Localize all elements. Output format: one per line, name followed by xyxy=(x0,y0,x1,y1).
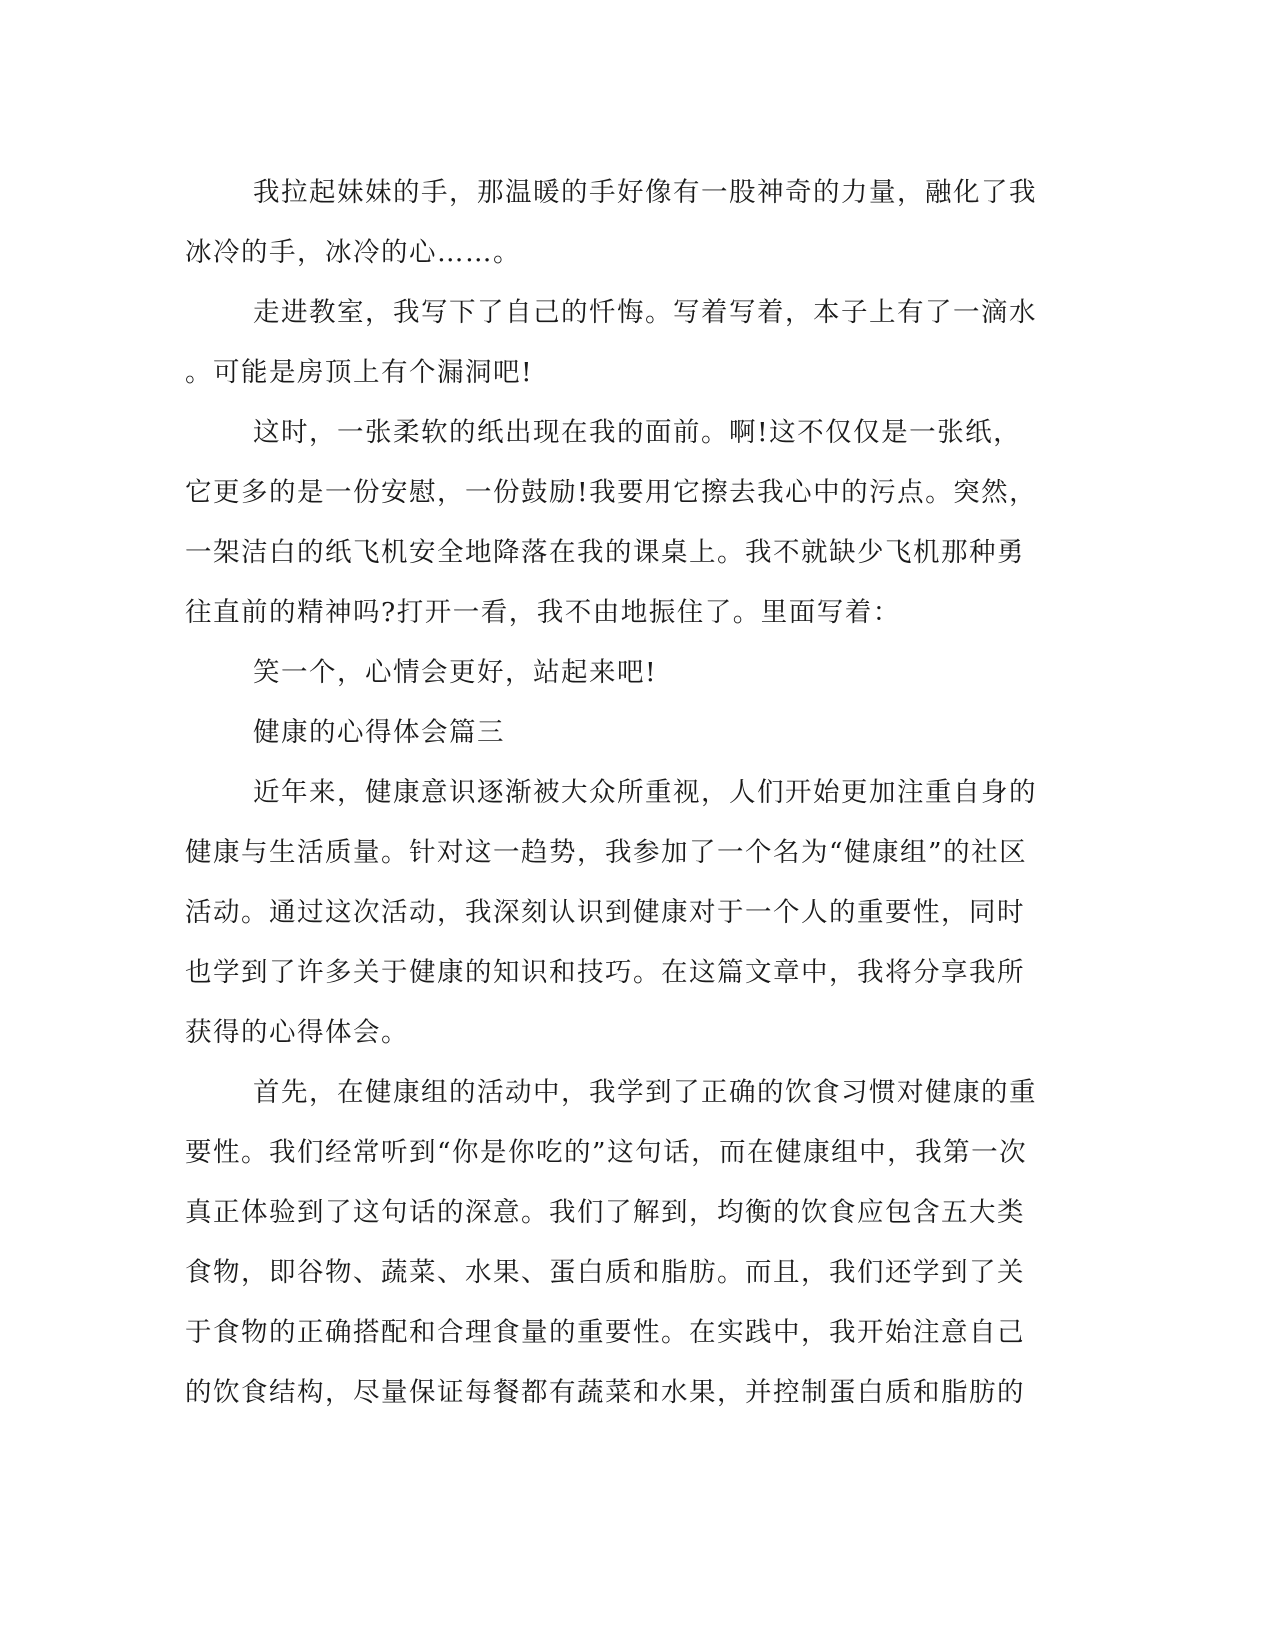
paragraph-7 xyxy=(185,1063,1075,1423)
text-line: 获得的心得体会。 xyxy=(185,1017,409,1048)
text-line: 真正体验到了这句话的深意。我们了解到，均衡的饮食应包含五大类 xyxy=(185,1197,1025,1228)
text-line: 往直前的精神吗?打开一看，我不由地振住了。里面写着： xyxy=(185,597,901,628)
text-line: 的饮食结构，尽量保证每餐都有蔬菜和水果，并控制蛋白质和脂肪的 xyxy=(185,1377,1025,1408)
text-line: 一架洁白的纸飞机安全地降落在我的课桌上。我不就缺少飞机那种勇 xyxy=(185,537,1025,568)
text-line: 健康与生活质量。针对这一趋势，我参加了一个名为“健康组”的社区 xyxy=(185,837,1028,868)
text-line: 食物，即谷物、蔬菜、水果、蛋白质和脂肪。而且，我们还学到了关 xyxy=(185,1257,1025,1288)
paragraph-2 xyxy=(185,283,1075,403)
text-line: 活动。通过这次活动，我深刻认识到健康对于一个人的重要性，同时 xyxy=(185,897,1025,928)
text-line: 近年来，健康意识逐渐被大众所重视，人们开始更加注重自身的 xyxy=(253,777,1037,808)
text-line: 也学到了许多关于健康的知识和技巧。在这篇文章中，我将分享我所 xyxy=(185,957,1025,988)
text-line: 要性。我们经常听到“你是你吃的”这句话，而在健康组中，我第一次 xyxy=(185,1137,1028,1168)
paragraph-3 xyxy=(185,403,1075,643)
text-line: 首先，在健康组的活动中，我学到了正确的饮食习惯对健康的重 xyxy=(253,1077,1037,1108)
section-heading xyxy=(185,703,1075,763)
paragraph-1 xyxy=(185,163,1075,283)
paragraph-4 xyxy=(185,643,1075,703)
text-line: 于食物的正确搭配和合理食量的重要性。在实践中，我开始注意自己 xyxy=(185,1317,1025,1348)
paragraph-6 xyxy=(185,763,1075,1063)
text-line: 冰冷的手，冰冷的心……。 xyxy=(185,237,521,268)
text-line: 走进教室，我写下了自己的忏悔。写着写着，本子上有了一滴水 xyxy=(253,297,1037,328)
text-line: 这时，一张柔软的纸出现在我的面前。啊!这不仅仅是一张纸， xyxy=(253,417,1022,448)
document-body xyxy=(185,163,1075,1423)
text-line: 它更多的是一份安慰，一份鼓励!我要用它擦去我心中的污点。突然， xyxy=(185,477,1038,508)
text-line: 健康的心得体会篇三 xyxy=(253,717,505,748)
text-line: 笑一个，心情会更好，站起来吧! xyxy=(253,657,658,688)
text-line: 。可能是房顶上有个漏洞吧! xyxy=(185,357,534,388)
text-line: 我拉起妹妹的手，那温暖的手好像有一股神奇的力量，融化了我 xyxy=(253,177,1037,208)
